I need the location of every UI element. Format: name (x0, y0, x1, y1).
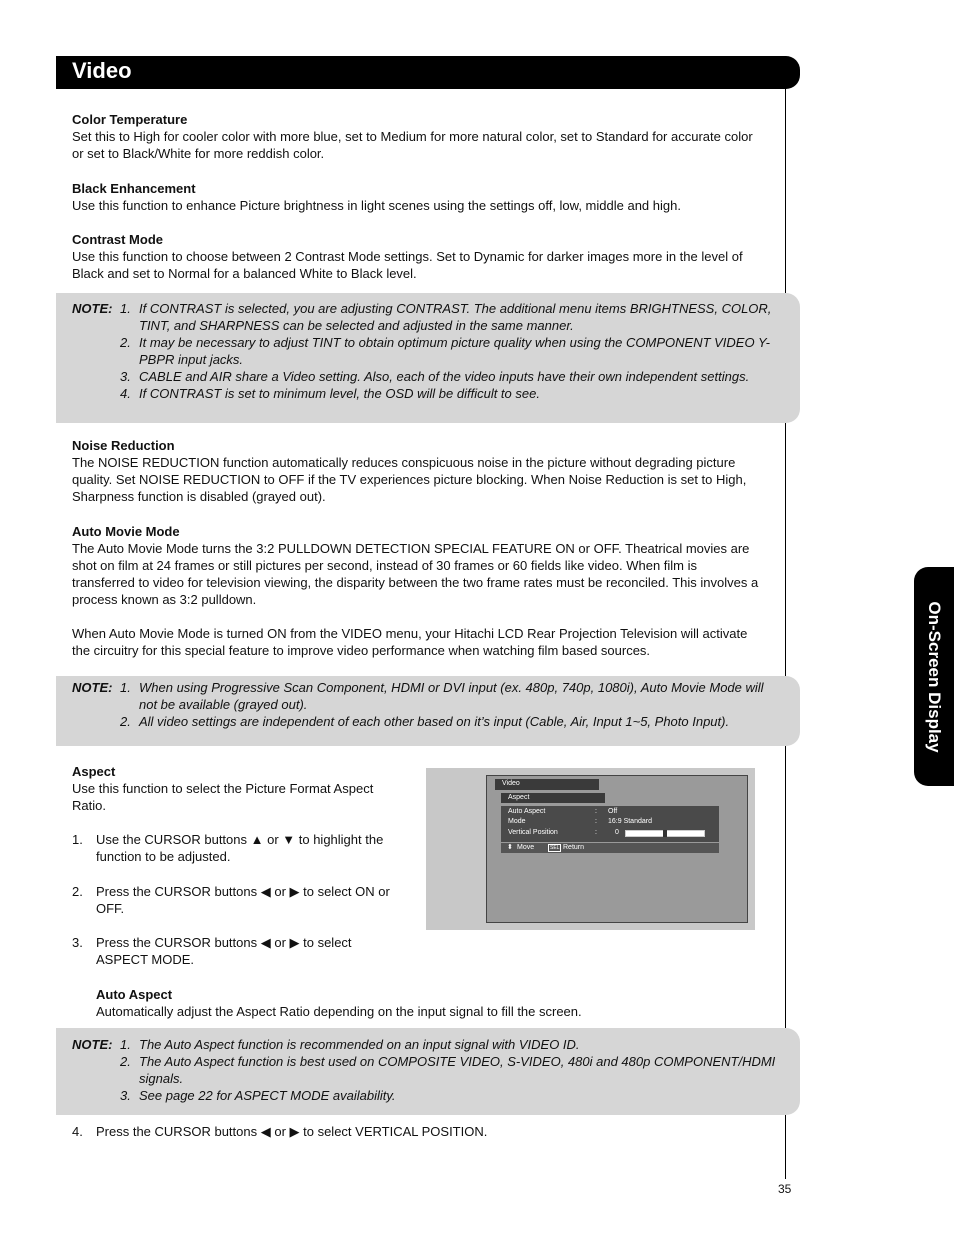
section-body: Use this function to choose between 2 Contrast Mode settings. Set to Dynamic for darker images more in the level of Black and set to Normal for a balanced White to Black level. (72, 249, 743, 281)
note-item: 4. If CONTRAST is set to minimum level, the OSD will be difficult to see. (120, 386, 540, 401)
osd-row-sep: : (595, 829, 597, 836)
section-body: The NOISE REDUCTION function automatically reduces conspicuous noise in the picture without degrading picture quality. Set NOISE REDUCTION to OFF if the TV experiences picture blocking. When Noise Reduction is set to High, Sharpness function is disabled (grayed out). (72, 455, 747, 504)
section-body: Use this function to select the Picture Format Aspect Ratio. (72, 781, 374, 813)
title-bar (56, 56, 800, 89)
section-color-temperature (72, 111, 762, 162)
section-tab (914, 567, 954, 786)
note-label: NOTE: (72, 680, 113, 695)
sel-icon: SEL (550, 845, 560, 851)
section-heading: Aspect (72, 764, 116, 779)
page-title: Video (72, 58, 132, 83)
section-aspect (72, 763, 402, 814)
osd-row-sep: : (595, 818, 597, 825)
section-contrast-mode (72, 231, 762, 282)
note-item: 2. The Auto Aspect function is best used on COMPOSITE VIDEO, S-VIDEO, 480i and 480p COMPONENT/HDMI signals. (120, 1054, 776, 1086)
osd-footer-return: Return (563, 844, 585, 851)
osd-row-label: Vertical Position (508, 829, 558, 836)
section-heading: Noise Reduction (72, 438, 175, 453)
section-heading: Color Temperature (72, 112, 188, 127)
note-label: NOTE: (72, 1037, 113, 1052)
note-item: 2. It may be necessary to adjust TINT to obtain optimum picture quality when using the COMPONENT VIDEO Y-PBPR input jacks. (120, 335, 770, 367)
note-auto-movie (56, 676, 800, 746)
slider-knob (663, 830, 667, 837)
section-body: Set this to High for cooler color with more blue, set to Medium for more natural color, set to Standard for accurate color or set to Black/White for more reddish color. (72, 129, 753, 161)
section-noise-reduction (72, 437, 762, 505)
vertical-position-slider (625, 830, 705, 837)
osd-row-label: Mode (508, 818, 526, 825)
osd-row-value: Off (608, 808, 618, 815)
osd-row-sep: : (595, 808, 597, 815)
note-item: 3. See page 22 for ASPECT MODE availability. (120, 1088, 396, 1103)
section-body: Automatically adjust the Aspect Ratio depending on the input signal to fill the screen. (96, 1004, 582, 1019)
section-heading: Auto Movie Mode (72, 524, 180, 539)
section-auto-movie-mode (72, 523, 762, 659)
osd-row-label: Auto Aspect (508, 808, 546, 815)
section-body: When Auto Movie Mode is turned ON from the VIDEO menu, your Hitachi LCD Rear Projection Television will activate the circuitry for this special feature to improve video performance when watching film based sources. (72, 626, 748, 658)
section-tab-label: On-Screen Display (925, 600, 944, 753)
updown-icon: ⬍ (507, 844, 513, 851)
note-label: NOTE: (72, 301, 113, 316)
osd-row-value: 0 (615, 829, 619, 836)
osd-row-value: 16:9 Standard (608, 818, 652, 825)
section-heading: Black Enhancement (72, 181, 196, 196)
section-body: Use this function to enhance Picture brightness in light scenes using the settings off, low, middle and high. (72, 198, 681, 213)
section-black-enhancement (72, 180, 762, 214)
osd-illustration (426, 768, 755, 930)
note-auto-aspect (56, 1028, 800, 1115)
section-body: The Auto Movie Mode turns the 3:2 PULLDOWN DETECTION SPECIAL FEATURE ON or OFF. Theatrical movies are shot on film at 24 frames or still pictures per second, instead of 30 frames or 60 fields like video. When film is transferred to video for television viewing, the disparity between the two frame rates must be reconciled. This involves a process known as 3:2 pulldown. (72, 541, 759, 607)
note-item: 1. When using Progressive Scan Component, HDMI or DVI input (ex. 480p, 740p, 1080i), Auto Movie Mode will not be available (grayed out). (120, 680, 764, 712)
section-heading: Auto Aspect (96, 987, 173, 1002)
note-item: 2. All video settings are independent of each other based on it’s input (Cable, Air, Input 1~5, Photo Input). (120, 714, 730, 729)
page-number: 35 (778, 1182, 792, 1196)
osd-menu-title: Video (502, 780, 520, 787)
note-item: 3. CABLE and AIR share a Video setting. Also, each of the video inputs have their own independent settings. (120, 369, 750, 384)
osd-screen (486, 775, 748, 923)
margin-rule (785, 89, 786, 1179)
osd-submenu-title: Aspect (508, 794, 530, 801)
section-auto-aspect (96, 986, 756, 1020)
section-heading: Contrast Mode (72, 232, 163, 247)
osd-footer-move: Move (517, 844, 535, 851)
note-item: 1. If CONTRAST is selected, you are adjusting CONTRAST. The additional menu items BRIGHTNESS, COLOR, TINT, and SHARPNESS can be selected and adjusted in the same manner. (120, 301, 772, 333)
note-item: 1. The Auto Aspect function is recommended on an input signal with VIDEO ID. (120, 1037, 580, 1052)
note-contrast (56, 293, 800, 423)
